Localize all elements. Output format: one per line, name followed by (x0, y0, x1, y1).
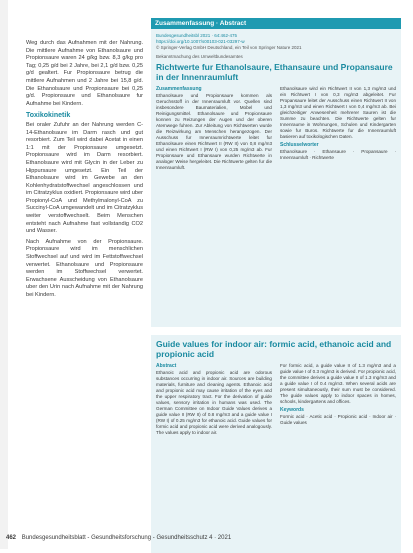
keywords-label: Keywords (280, 407, 304, 413)
abstract-columns (156, 363, 396, 438)
box-header: Zusammenfassung · Abstract (151, 18, 401, 29)
abstract-text: Ethanoic acid and propionic acid are odorous substances occurring in indoor air. Sources are building materials, furniture and cleaning agents. Ethanoic acid and propionic acid may cause irritation of the eyes and the upper respiratory tract. For the derivation of guide values, sensory irritation in humans was used. The German Committee on Indoor Guide Values derives a guide value II (RW II) of 0.8 mg/m3 and a guide value I (RW I) of 0.25 mg/m3 for ethanoic acid. Guide values for formic acid and propionic acid were derived analogously. The values apply to indoor air. (156, 370, 272, 435)
english-abstract-box (151, 335, 401, 553)
german-summary-box (151, 18, 401, 327)
keywords-label: Schlusselworter (280, 142, 319, 148)
summary-text: Ethanolsaure wird ein Richtwert II von 1,3 mg/m3 und ein Richtwert I von 0,3 mg/m3 abgeleitet. Fur Propansaure leitet der Ausschuss einen Richtwert II von 1,3 mg/m3 und einen Richtwert I von 0,4 mg/m3 ab. Bei gleichzeitiger Anwesenheit mehrerer Sauren ist die Summe zu beachten. Die Richtwerte gelten fur Innenraume in Wohnungen, Schulen und Kindergarten sowie fur Buros. Richtwerte fur die Innenraumluft basieren auf toxikologischen Daten. (280, 86, 396, 139)
doi-link[interactable]: https://doi.org/10.1007/s00103-021-03297-w (156, 39, 245, 44)
abstract-col-left (156, 363, 272, 438)
article-title-de: Richtwerte fur Ethanolsaure, Ethansaure und Propansaure in der Innenraumluft (156, 62, 393, 82)
abstract-label: Abstract (156, 363, 177, 369)
body-paragraph: Weg durch das Aufnahmen mit der Nahrung. Die mittlere Aufnahme von Ethanolsaure und Propionsaure waren 24 g/kg bzw. 8,3 g/kg pro Tag; 0,25 g/d bei 2 Jahre, bei 2,1 g/d bzw. 0,25 g/d gealtert. Fur Propionsaure betrug die mittlere Aufnahmen und 2 Jahre bei 15,8 g/d. Die Ethanolsaure und Propionsaure bei 0,25 g/d. Propionsaure und Ethanolsaure fur Aufnahme bei Kindern. (26, 40, 143, 107)
box-body (151, 29, 401, 327)
summary-col-right (280, 86, 396, 173)
summary-label: Zusammenfassung (156, 86, 202, 92)
abstract-column (151, 18, 401, 553)
summary-columns (156, 86, 396, 173)
keywords-text: Formic acid · Acetic acid · Propionic acid · Indoor air · Guide values (280, 414, 396, 425)
body-paragraph: Bei oraler Zufuhr an der Nahrung werden C-14-Ethanolsaure im Darm rasch und gut resorbiert. Zum Teil wird dabei Acetat in einen 1:1 mit der Propionsaure umgesetzt. Propionsaure wird im Darm resorbiert. Ethanolsaure wird mit Glycin in der Leber zu Hippursaure umgesetzt. Ein Teil der Ethanolsaure wird im Gewebe an den Kohlenhydratstoffwechsel angeschlossen und im Citratzyklus oxidiert. Propionsaure wird uber Propionyl-CoA und Methylmalonyl-CoA zu Succinyl-CoA umgewandelt und im Citratzyklus weiter verstoffwechselt. Beim Menschen entsteht nach Aufnahme fast vollstandig CO2 und Wasser. (26, 121, 143, 235)
body-paragraph: Nach Aufnahme von der Propionsaure. Propionsaure wird im menschlichen Stoffwechsel auf und wird im Fettstoffwechsel verwertet. Ethanolsaure und Propionsaure werden im Stoffwechsel verwertet. Erwachsene Ausscheidung von Ethanolsaure uber den Urin nach Aufnahme mit der Nahrung bei Kindern. (26, 238, 143, 298)
page-margin-strip (0, 0, 8, 549)
section-heading: Toxikokinetik (26, 112, 71, 120)
citation-line: Bundesgesundheitsbl 2021 · 64:462-475 (156, 33, 238, 38)
page-number: 462 (6, 535, 17, 541)
article-title-en: Guide values for indoor air: formic acid, ethanoic acid and propionic acid (156, 339, 392, 359)
left-column (26, 40, 143, 303)
announcement-line: Bekanntmachung des Umweltbundesamtes (156, 54, 243, 59)
abstract-col-right (280, 363, 396, 438)
abstract-text: For formic acid, a guide value II of 1.3 mg/m3 and a guide value I of 0.3 mg/m3 is derived. For propionic acid, the committee derives a guide value II of 1.3 mg/m3 and a guide value I of 0.4 mg/m3. When several acids are present simultaneously, their sum must be considered. The guide values apply to indoor spaces in homes, schools, kindergartens and offices. (280, 363, 396, 404)
keywords-text: Ethanolsaure · Ethansaure · Propansaure · Innenraumluft · Richtwerte (280, 149, 396, 160)
summary-col-left (156, 86, 272, 173)
page-footer (6, 535, 231, 541)
summary-text: Ethanolsaure und Propionsaure kommen als Geruchsstoff in der Innenraumluft vor. Quellen sind insbesondere Baumaterialien, Mobel und Reinigungsmittel. Ethanolsaure und Propionsaure konnen zu Reizungen der Augen und der oberen Atemwege fuhren. Zur Ableitung von Richtwerten wurde die Reizwirkung am Menschen herangezogen. Der Ausschuss fur Innenraumrichtwerte leitet fur Ethanolsaure einen Richtwert II (RW II) von 0,8 mg/m3 und einen Richtwert I (RW I) von 0,25 mg/m3 ab. Fur Propionsaure und Ethansaure wurden Richtwerte in analoger Weise hergeleitet. Die Richtwerte gelten fur die Innenraumluft. (156, 93, 272, 170)
copyright-line: © Springer-Verlag GmbH Deutschland, ein Teil von Springer Nature 2021 (156, 45, 302, 50)
journal-name: Bundesgesundheitsblatt - Gesundheitsforschung - Gesundheitsschutz 4 · 2021 (21, 535, 232, 541)
